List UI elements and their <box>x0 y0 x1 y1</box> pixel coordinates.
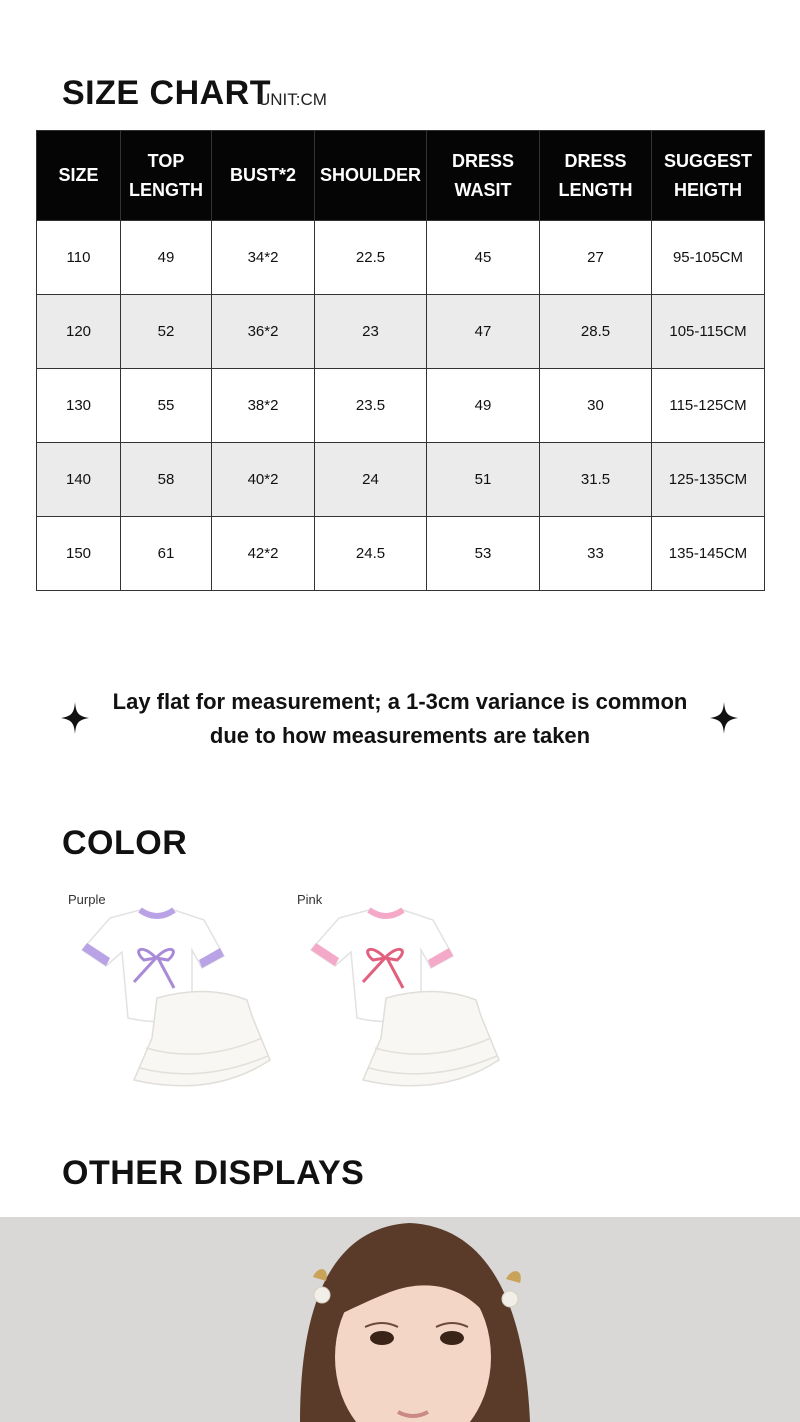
column-header-text: SIZE <box>58 165 99 185</box>
table-cell-size: 110 <box>37 221 121 295</box>
column-header-text: DRESS <box>451 150 514 171</box>
table-cell-dress-length: 31.5 <box>540 443 652 517</box>
outfit-image-purple <box>62 888 282 1098</box>
table-cell-dress-length: 30 <box>540 369 652 443</box>
table-row <box>37 221 765 295</box>
color-section-title: COLOR <box>62 824 188 862</box>
table-cell-dress-waist: 45 <box>427 221 540 295</box>
table-cell-shoulder: 24 <box>315 443 427 517</box>
color-swatch-pink[interactable] <box>291 888 511 1098</box>
table-cell-dress-length: 27 <box>540 221 652 295</box>
table-cell-bust: 40*2 <box>212 443 315 517</box>
child-model-image <box>0 1217 800 1422</box>
note-line-1: Lay flat for measurement; a 1-3cm variance is common <box>112 689 688 714</box>
table-cell-dress-length: 28.5 <box>540 295 652 369</box>
column-header-text: HEIGTH <box>673 179 742 200</box>
table-cell-suggest-height: 95-105CM <box>652 221 765 295</box>
column-header-dress-length <box>540 131 652 221</box>
table-row <box>37 369 765 443</box>
column-header-bust <box>212 131 315 221</box>
outfit-image-pink <box>291 888 511 1098</box>
table-cell-top-length: 61 <box>121 517 212 591</box>
column-header-dress-waist <box>427 131 540 221</box>
column-header-text: TOP <box>147 150 185 171</box>
four-point-star-icon <box>61 702 89 734</box>
column-header-text: WASIT <box>454 179 512 200</box>
column-header-text: LENGTH <box>129 179 203 200</box>
table-cell-suggest-height: 125-135CM <box>652 443 765 517</box>
table-cell-bust: 34*2 <box>212 221 315 295</box>
table-cell-bust: 42*2 <box>212 517 315 591</box>
table-cell-size: 130 <box>37 369 121 443</box>
table-cell-top-length: 49 <box>121 221 212 295</box>
measurement-note <box>100 685 700 753</box>
column-header-suggest-height <box>652 131 765 221</box>
column-header-text: SUGGEST <box>663 150 752 171</box>
table-cell-top-length: 58 <box>121 443 212 517</box>
table-cell-dress-length: 33 <box>540 517 652 591</box>
table-header-row <box>37 131 765 221</box>
size-chart-title: SIZE CHART <box>62 74 271 112</box>
table-cell-size: 150 <box>37 517 121 591</box>
swatch-label-pink: Pink <box>297 892 323 907</box>
column-header-size <box>37 131 121 221</box>
table-cell-suggest-height: 115-125CM <box>652 369 765 443</box>
table-body <box>37 221 765 591</box>
other-displays-title: OTHER DISPLAYS <box>62 1154 365 1192</box>
table-cell-size: 120 <box>37 295 121 369</box>
table-cell-bust: 38*2 <box>212 369 315 443</box>
table-cell-suggest-height: 105-115CM <box>652 295 765 369</box>
column-header-text: BUST*2 <box>229 165 296 185</box>
table-cell-suggest-height: 135-145CM <box>652 517 765 591</box>
table-cell-size: 140 <box>37 443 121 517</box>
table-cell-shoulder: 23 <box>315 295 427 369</box>
four-point-star-icon <box>710 702 738 734</box>
color-swatch-purple[interactable] <box>62 888 282 1098</box>
table-cell-dress-waist: 47 <box>427 295 540 369</box>
column-header-shoulder <box>315 131 427 221</box>
column-header-top-length <box>121 131 212 221</box>
model-photo <box>0 1217 800 1422</box>
table-row <box>37 295 765 369</box>
table-cell-top-length: 55 <box>121 369 212 443</box>
table-cell-dress-waist: 51 <box>427 443 540 517</box>
table-cell-shoulder: 22.5 <box>315 221 427 295</box>
table-cell-top-length: 52 <box>121 295 212 369</box>
table-cell-dress-waist: 49 <box>427 369 540 443</box>
column-header-text: SHOULDER <box>319 165 421 185</box>
size-chart-table <box>36 130 765 591</box>
table-cell-bust: 36*2 <box>212 295 315 369</box>
table-cell-dress-waist: 53 <box>427 517 540 591</box>
table-row <box>37 443 765 517</box>
note-line-2: due to how measurements are taken <box>209 723 591 748</box>
column-header-text: DRESS <box>564 150 627 171</box>
unit-label: UNIT:CM <box>258 90 327 109</box>
column-header-text: LENGTH <box>558 179 633 200</box>
table-row <box>37 517 765 591</box>
table-cell-shoulder: 23.5 <box>315 369 427 443</box>
swatch-label-purple: Purple <box>68 892 106 907</box>
table-cell-shoulder: 24.5 <box>315 517 427 591</box>
